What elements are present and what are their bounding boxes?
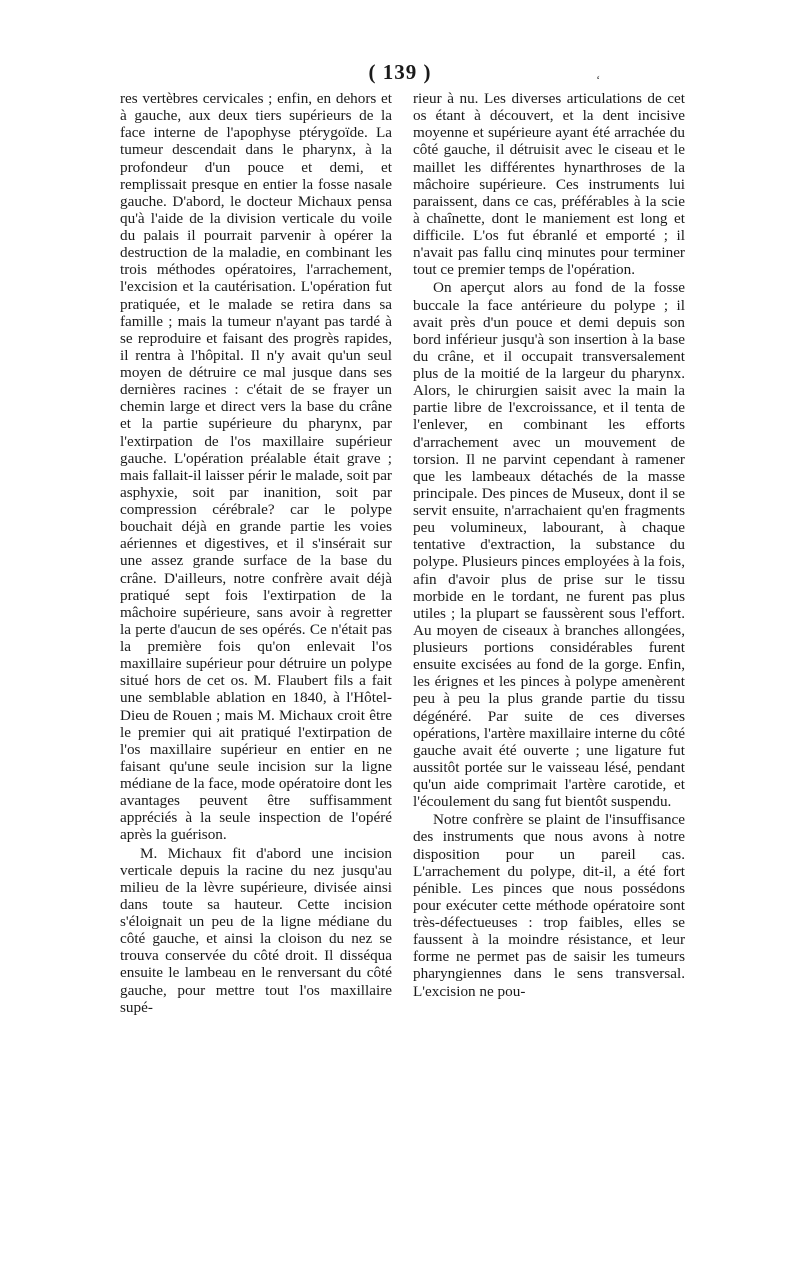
page-number: ( 139 ) <box>368 60 432 84</box>
left-paragraph-2: M. Michaux fit d'abord une incision verticale depuis la racine du nez jusqu'au milieu de la lèvre supérieure, divisée ainsi dans toute sa hauteur. Cette incision s'éloignait un peu de la ligne médiane du côté gauche, et ainsi la cloison du nez se trouva conservée du côté droit. Il disséqua ensuite le lambeau en le renversant du côté gauche, pour mettre tout l'os maxillaire supé- <box>120 844 392 1016</box>
right-paragraph-1: rieur à nu. Les diverses articulations de cet os étant à découvert, et la dent incisive moyenne et supérieure ayant été arrachée du côté gauche, il détruisit avec le ciseau et le maillet les différentes hynarthroses de la mâchoire supérieure. Ces instruments lui paraissent, dans ce cas, préférables à la scie à chaînette, dont le maniement est long et difficile. L'os fut ébranlé et emporté ; il n'avait pas fallu cinq minutes pour terminer tout ce premier temps de l'opération. <box>413 90 685 279</box>
right-paragraph-3: Notre confrère se plaint de l'insuffisance des instruments que nous avons à notre disposition pour un pareil cas. L'arrachement du polype, dit-il, a été fort pénible. Les pinces que nous possédons pour exécuter cette méthode opératoire sont très-défectueuses : trop faibles, elles se faussent à la moindre résistance, et leur forme ne permet pas de saisir les tumeurs pharyngiennes dans le sens transversal. L'excision ne pou- <box>413 811 685 1000</box>
right-paragraph-2: On aperçut alors au fond de la fosse buccale la face antérieure du polype ; il avait près d'un pouce et demi depuis son bord inférieur jusqu'à son insertion à la base du crâne, et il occupait transversalement plus de la moitié de la largeur du pharynx. Alors, le chirurgien saisit avec la main la partie libre de l'excroissance, et il tenta de l'enlever, en combinant les efforts d'arrachement avec un mouvement de torsion. Il ne parvint cependant à ramener que les lambeaux détachés de la masse principale. Des pinces de Museux, dont il se servit ensuite, n'arrachaient qu'en fragments peu volumineux, labourant, à chaque tentative d'extraction, la substance du polype. Plusieurs pinces employées à la fois, afin d'avoir plus de prise sur le tissu morbide en le tordant, ne furent pas plus utiles ; la plupart se faussèrent sous l'effort. Au moyen de ciseaux à branches allongées, plusieurs portions considérables furent ensuite excisées au fond de la gorge. Enfin, les érignes et les pinces à polype amenèrent peu à peu la plus grande partie du tissu dégénéré. Par suite de ces diverses opérations, l'artère maxillaire interne du côté gauche avait été ouverte ; une ligature fut aussitôt portée sur le vaisseau lésé, pendant qu'un aide comprimait l'artère carotide, et l'écoulement du sang fut bientôt suspendu. <box>413 279 685 811</box>
right-column <box>413 90 685 1000</box>
stray-mark: ʻ <box>596 72 601 87</box>
left-column <box>120 90 392 1016</box>
left-paragraph-1: res vertèbres cervicales ; enfin, en dehors et à gauche, aux deux tiers supérieurs de la face interne de l'apophyse ptérygoïde. La tumeur descendait dans le pharynx, à la profondeur d'un pouce et demi, et remplissait presque en entier la fosse nasale gauche. D'abord, le docteur Michaux pensa qu'à l'aide de la division verticale du voile du palais il pourrait parvenir à opérer la destruction de la maladie, en combinant les trois méthodes opératoires, l'arrachement, l'excision et la cautérisation. L'opération fut pratiquée, et le malade se retira dans sa famille ; mais la tumeur n'ayant pas tardé à se reproduire et faisant des progrès rapides, il rentra à l'hôpital. Il n'y avait qu'un seul moyen de détruire ce mal jusque dans ses dernières racines : c'était de se frayer un chemin large et direct vers la base du crâne et la partie supérieure du pharynx, par l'extirpation de l'os maxillaire supérieur gauche. L'opération préalable était grave ; mais fallait-il laisser périr le malade, soit par asphyxie, soit par inanition, soit par compression cérébrale? car le polype bouchait déjà en grande partie les voies aériennes et digestives, et il s'insérait sur une assez grande surface de la base du crâne. D'ailleurs, notre confrère avait déjà pratiqué sept fois l'extirpation de la mâchoire supérieure, sans avoir à regretter la perte d'aucun de ses opérés. Ce n'était pas la première fois qu'on enlevait l'os maxillaire supérieur pour détruire un polype situé hors de cet os. M. Flaubert fils a fait une semblable ablation en 1840, à l'Hôtel-Dieu de Rouen ; mais M. Michaux croit être le premier qui ait pratiqué l'extirpation de l'os maxillaire supérieur en entier en ne faisant qu'une seule incision sur la ligne médiane de la face, mode opératoire dont les avantages peuvent être suffisamment appréciés à la seule inspection de l'opéré après la guérison. <box>120 90 392 844</box>
